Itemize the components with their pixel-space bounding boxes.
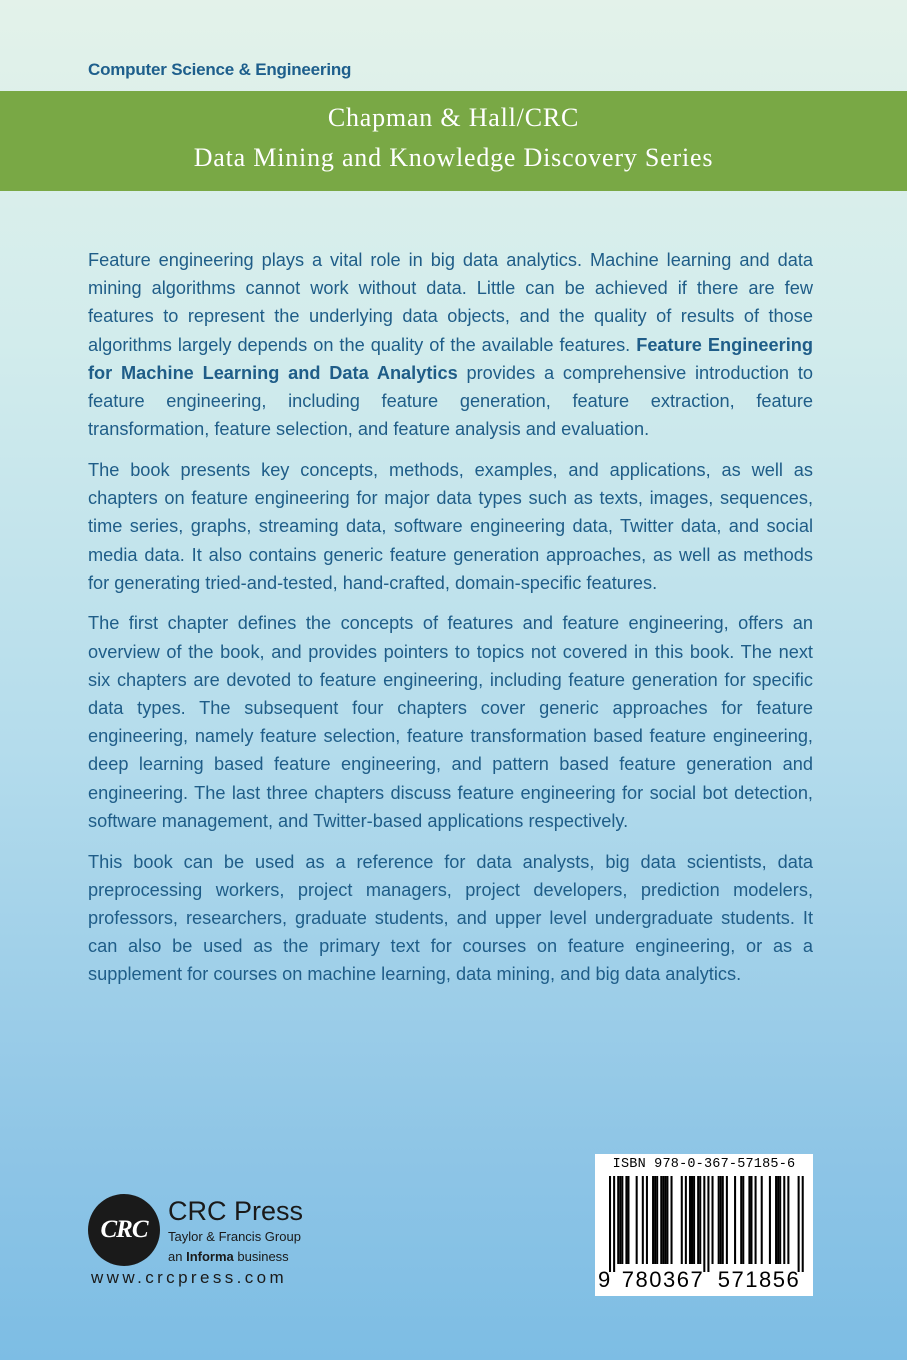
ean-first-digit: 9 [598, 1267, 611, 1292]
description-paragraph-2: The book presents key concepts, methods, examples, and applications, as well as chapters on feature engineering for major data types such as texts, images, sequences, time series, graphs, streaming data, software engineering data, Twitter data, and social media data. It also contains generic feature generation approaches, as well as methods for generating tried-and-tested, hand-crafted, domain-specific features. [88, 459, 813, 593]
category-label: Computer Science & Engineering [88, 60, 352, 79]
business-prefix: an [168, 1249, 187, 1264]
barcode-bar [681, 1176, 683, 1264]
publisher-business [168, 1249, 289, 1264]
barcode-bar [671, 1176, 673, 1264]
barcode-bar [802, 1176, 804, 1272]
ean-right-group: 571856 [717, 1267, 801, 1292]
barcode-bar [722, 1176, 724, 1264]
barcode-bar [748, 1176, 750, 1264]
barcode-bar [707, 1176, 709, 1272]
barcode-bar [654, 1176, 656, 1264]
barcode-bar [619, 1176, 621, 1264]
crc-logo-icon: CRC [88, 1194, 160, 1266]
barcode-bar [685, 1176, 687, 1264]
barcode-bar [693, 1176, 695, 1264]
barcode-bar [798, 1176, 800, 1272]
barcode-bar [613, 1176, 615, 1272]
barcode-bar [783, 1176, 785, 1264]
barcode-bar [664, 1176, 666, 1264]
description-paragraph-4: This book can be used as a reference for data analysts, big data scientists, data preprocessing workers, project managers, project developers, prediction modelers, professors, researchers, graduate students, and upper level undergraduate students. It can also be used as the primary text for courses on feature engineering, or as a supplement for courses on machine learning, data mining, and big data analytics. [88, 851, 813, 985]
description-paragraph-1 [88, 246, 813, 443]
barcode-bar [699, 1176, 701, 1264]
ean-left-group: 780367 [621, 1267, 705, 1292]
barcode-bar [742, 1176, 744, 1264]
barcode-bar [646, 1176, 648, 1264]
barcode-bar [691, 1176, 693, 1264]
barcode-bar [609, 1176, 611, 1272]
barcode-bar [761, 1176, 763, 1264]
barcode-bar [703, 1176, 705, 1272]
barcode-bar [689, 1176, 691, 1264]
barcode-bar [755, 1176, 757, 1264]
business-brand: Informa [186, 1249, 234, 1264]
barcode-bar [779, 1176, 781, 1264]
barcode-bar [750, 1176, 752, 1264]
barcode-bar [662, 1176, 664, 1264]
barcode-bar [769, 1176, 771, 1264]
publisher-name: CRC Press [168, 1196, 304, 1226]
publisher-url: www.crcpress.com [91, 1268, 288, 1287]
barcode-bar [617, 1176, 619, 1264]
barcode-bar [652, 1176, 654, 1264]
series-title-line: Data Mining and Knowledge Discovery Series [193, 143, 714, 172]
book-title-inline: Feature Engineering for Machine Learning and Data Analytics [88, 334, 813, 383]
barcode-bar [625, 1176, 627, 1264]
paragraph-1-rest: provides a comprehensive introduction to feature engineering, including feature generation, feature extraction, feature transformation, feature selection, and feature analysis and evaluation. [88, 362, 813, 440]
barcode-bar [775, 1176, 777, 1264]
barcode-bar [720, 1176, 722, 1264]
isbn-number: ISBN 978-0-367-57185-6 [612, 1157, 796, 1172]
barcode-bar [656, 1176, 658, 1264]
barcode-bar [697, 1176, 699, 1264]
barcode-bar [787, 1176, 789, 1264]
barcode-bar [666, 1176, 668, 1264]
publisher-group: Taylor & Francis Group [168, 1229, 301, 1244]
description-paragraph-3: The first chapter defines the concepts of features and feature engineering, offers an overview of the book, and provides pointers to topics not covered in this book. The next six chapters are devoted to feature engineering, including feature generation for specific data types. The subsequent four chapters cover generic approaches for feature engineering, namely feature selection, feature transformation based feature engineering, deep learning based feature engineering, and pattern based feature generation and engineering. The last three chapters discuss feature engineering for social bot detection, software management, and Twitter-based applications respectively. [88, 613, 813, 831]
barcode-bar [718, 1176, 720, 1264]
barcode-bar [726, 1176, 728, 1264]
barcode-bar [621, 1176, 623, 1264]
barcode-bar [627, 1176, 629, 1264]
barcode-bar [642, 1176, 644, 1264]
barcode-bar [740, 1176, 742, 1264]
barcode-bar [636, 1176, 638, 1264]
barcode-bar [660, 1176, 662, 1264]
barcode-bar [777, 1176, 779, 1264]
isbn-barcode [595, 1154, 813, 1296]
business-suffix: business [233, 1249, 289, 1264]
series-publisher-line: Chapman & Hall/CRC [327, 103, 580, 132]
book-description [88, 246, 813, 1001]
barcode-bar [712, 1176, 714, 1264]
paragraph-1-intro: Feature engineering plays a vital role in big data analytics. Machine learning and data mining algorithms cannot work without data. Little can be achieved if there are few features to represent the underlying data objects, and the quality of results of those algorithms largely depends on the quality of the available features. [88, 250, 813, 355]
barcode-bar [734, 1176, 736, 1264]
